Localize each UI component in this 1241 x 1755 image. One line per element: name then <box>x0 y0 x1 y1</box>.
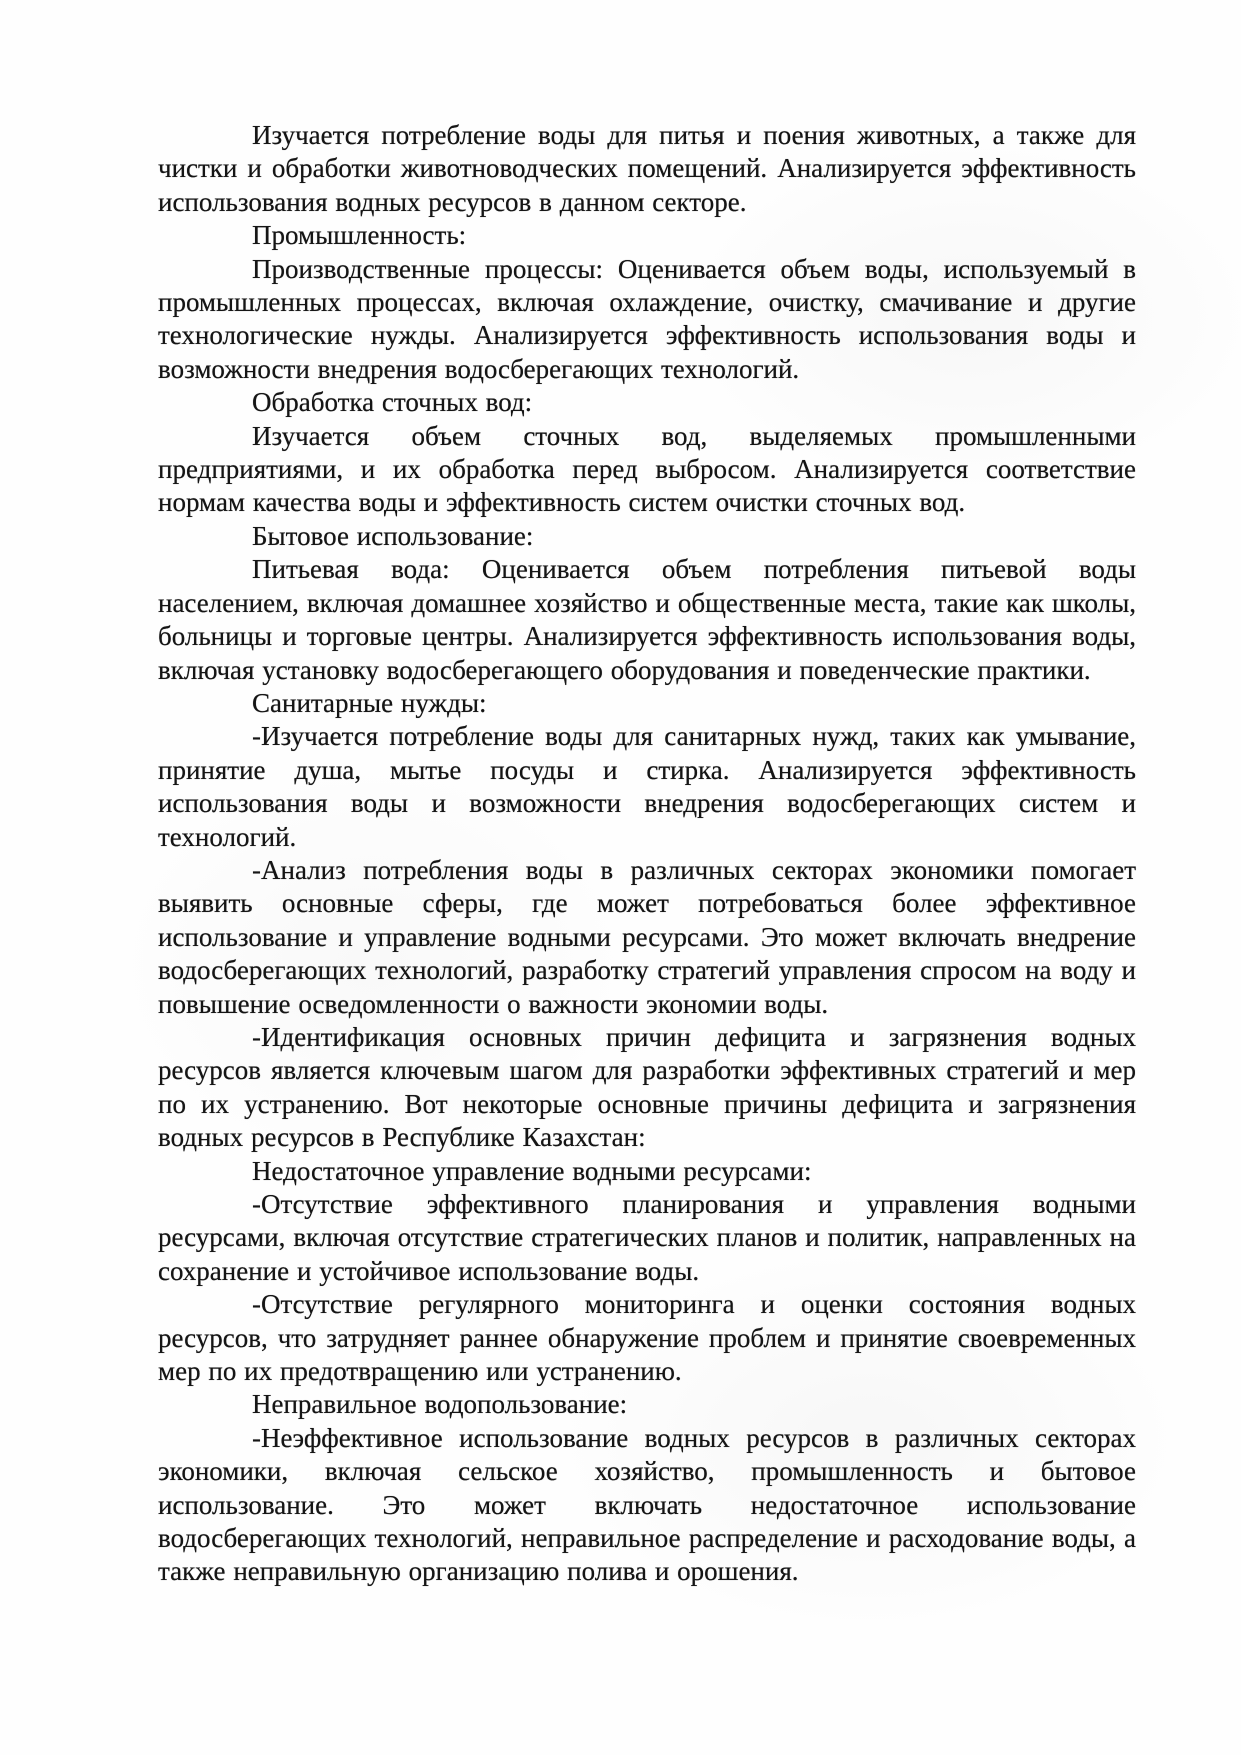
paragraph: Производственные процессы: Оценивается объем воды, используемый в промышленных процессах, включая охлаждение, очистку, смачивание и другие технологические нужды. Анализируется эффективность использования воды и возможности внедрения водосберегающих технологий. <box>158 253 1136 384</box>
paragraph: -Неэффективное использование водных ресурсов в различных секторах экономики, включая сельское хозяйство, промышленность и бытовое использование. Это может включать недостаточное использование водосберегающих технологий, неправильное распределение и расходование воды, а также неправильную организацию полива и орошения. <box>158 1422 1136 1587</box>
paragraph: Изучается потребление воды для питья и поения животных, а также для чистки и обработки животноводческих помещений. Анализируется эффективность использования водных ресурсов в данном секторе. <box>158 120 1136 217</box>
paragraph: Санитарные нужды: <box>252 687 487 718</box>
paragraph: Изучается объем сточных вод, выделяемых промышленными предприятиями, и их обработка перед выбросом. Анализируется соответствие нормам качества воды и эффективность систем очистки сточных вод. <box>158 420 1136 518</box>
paragraph: Обработка сточных вод: <box>252 387 533 418</box>
paragraph: -Отсутствие регулярного мониторинга и оценки состояния водных ресурсов, что затрудняет раннее обнаружение проблем и принятие своевременных мер по их предотвращению или устранению. <box>158 1289 1136 1387</box>
document-body <box>158 119 1136 1589</box>
paragraph: -Анализ потребления воды в различных секторах экономики помогает выявить основные сферы, где может потребоваться более эффективное использование и управление водными ресурсами. Это может включать внедрение водосберегающих технологий, разработку стратегий управления спросом на воду и повышение осведомленности о важности экономии воды. <box>158 854 1136 1019</box>
paragraph: Бытовое использование: <box>252 520 534 551</box>
paragraph: -Идентификация основных причин дефицита и загрязнения водных ресурсов является ключевым шагом для разработки эффективных стратегий и мер по их устранению. Вот некоторые основные причины дефицита и загрязнения водных ресурсов в Республике Казахстан: <box>158 1021 1136 1153</box>
paragraph: Неправильное водопользование: <box>252 1389 628 1420</box>
paragraph: -Отсутствие эффективного планирования и управления водными ресурсами, включая отсутствие стратегических планов и политик, направленных на сохранение и устойчивое использование воды. <box>158 1189 1136 1286</box>
paragraph: -Изучается потребление воды для санитарных нужд, таких как умывание, принятие душа, мытье посуды и стирка. Анализируется эффективность использования воды и возможности внедрения водосберегающих систем и технологий. <box>158 721 1136 852</box>
paragraph: Питьевая вода: Оценивается объем потребления питьевой воды населением, включая домашнее хозяйство и общественные места, такие как школы, больницы и торговые центры. Анализируется эффективность использования воды, включая установку водосберегающего оборудования и поведенческие практики. <box>158 554 1136 685</box>
paragraph: Недостаточное управление водными ресурсами: <box>252 1155 812 1186</box>
paragraph: Промышленность: <box>252 220 467 251</box>
